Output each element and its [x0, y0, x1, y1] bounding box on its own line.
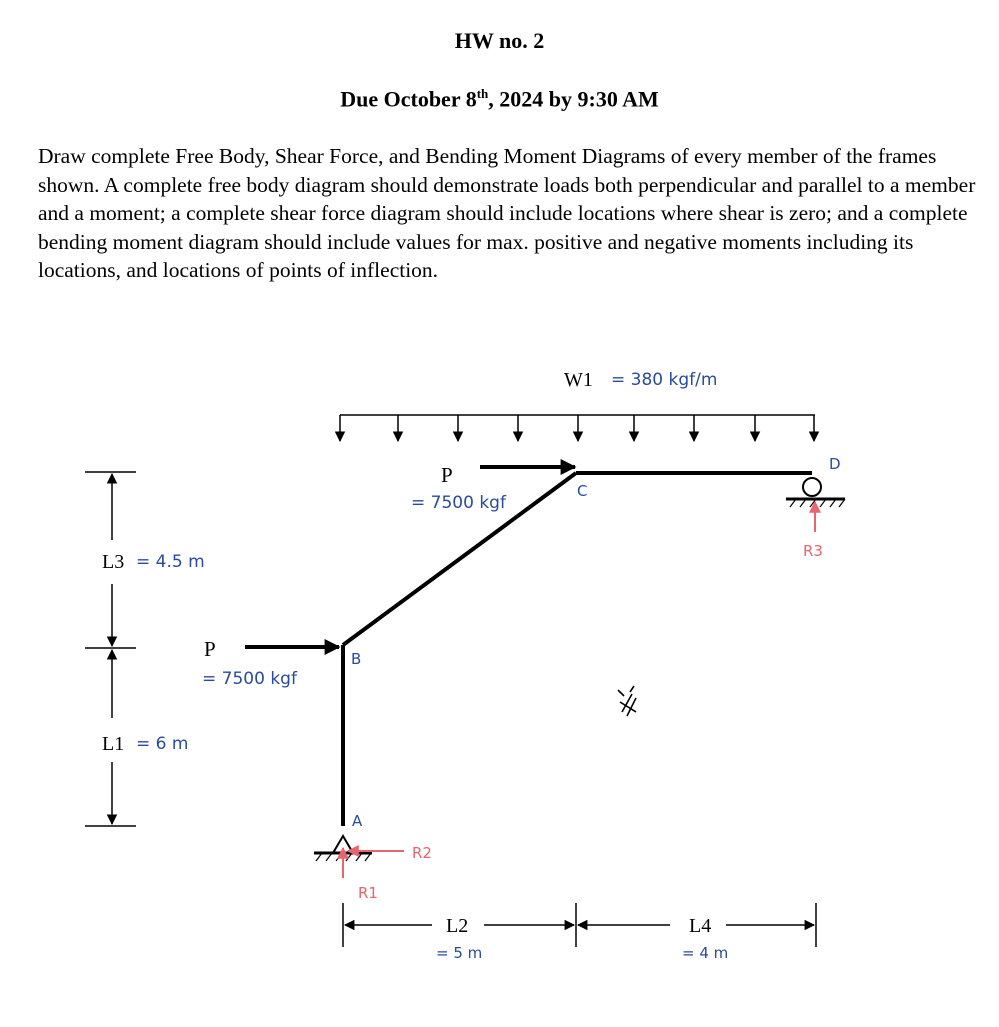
- p-left-value: = 7500 kgf: [202, 669, 297, 689]
- node-d-label: D: [829, 455, 841, 473]
- node-c-label: C: [577, 482, 588, 500]
- due-suffix: , 2024 by 9:30 AM: [488, 86, 659, 112]
- horizontal-dimension-lines: [343, 903, 816, 947]
- p-top-value: = 7500 kgf: [411, 493, 506, 513]
- p-left-label: P: [204, 637, 216, 661]
- dim-l1-label: L1: [102, 733, 125, 755]
- p-top-label: P: [441, 463, 453, 487]
- dim-l4-value: = 4 m: [682, 944, 729, 962]
- homework-title: HW no. 2: [454, 28, 545, 53]
- dim-l1-value: = 6 m: [136, 734, 189, 754]
- reaction-r3-label: R3: [803, 542, 823, 560]
- dim-l3-value: = 4.5 m: [136, 552, 205, 572]
- dim-l2-label: L2: [446, 915, 469, 937]
- dim-l3-label: L3: [102, 551, 125, 573]
- node-a-label: A: [352, 812, 363, 830]
- instructions-paragraph: Draw complete Free Body, Shear Force, and Bending Moment Diagrams of every member of the frames shown. A complete free body diagram should demonstrate loads both perpendicular and parallel to a member and a moment; a complete shear force diagram should include locations where shear is zero; and a complete bending moment diagram should include values for max. positive and negative moments including its locations, and locations of points of inflection.: [38, 144, 976, 283]
- due-prefix: Due October 8: [340, 86, 477, 112]
- frame-members: [343, 473, 812, 826]
- reaction-r2-label: R2: [412, 844, 432, 862]
- dim-l2-value: = 5 m: [436, 944, 483, 962]
- vertical-dimension-lines: [85, 472, 136, 826]
- node-b-label: B: [351, 650, 362, 668]
- w1-label: W1: [564, 369, 593, 391]
- dim-l4-label: L4: [689, 915, 712, 937]
- distributed-load: [340, 415, 815, 441]
- pen-cursor-icon: [618, 686, 636, 716]
- w1-value: = 380 kgf/m: [611, 370, 718, 390]
- reaction-r1-label: R1: [358, 884, 378, 902]
- due-superscript: th: [476, 86, 489, 101]
